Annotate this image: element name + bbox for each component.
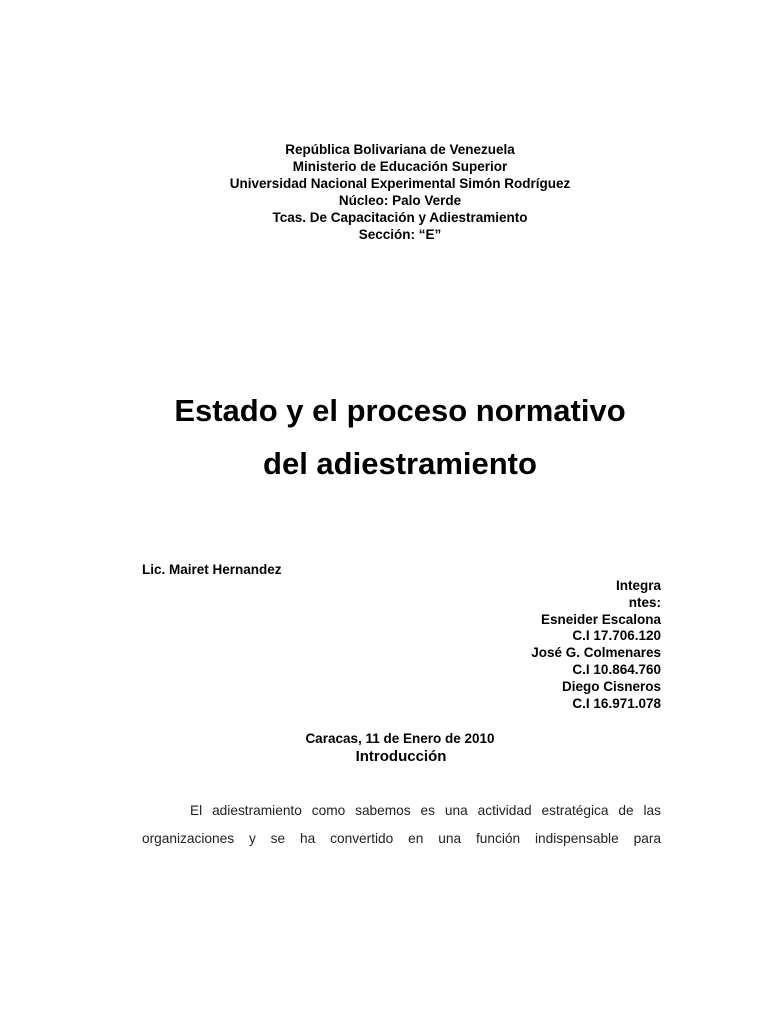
document-title: [0, 384, 768, 490]
members-label-part-1: Integra: [615, 578, 661, 593]
header-campus: Núcleo: Palo Verde: [338, 193, 462, 208]
members-block: [531, 578, 661, 712]
member-id: C.I 10.864.760: [572, 661, 661, 677]
paragraph-line-2: organizaciones y se ha convertido en una función indispensable para: [142, 831, 661, 846]
advisor-name: Lic. Mairet Hernandez: [142, 562, 282, 577]
member-id: C.I 16.971.078: [572, 695, 661, 711]
member-name: Diego Cisneros: [561, 678, 661, 694]
header-section: Sección: “E”: [358, 227, 442, 242]
header-program: Tcas. De Capacitación y Adiestramiento: [272, 210, 528, 225]
header-ministry: Ministerio de Educación Superior: [292, 159, 508, 174]
institution-header: [0, 141, 768, 243]
title-line-2: del adiestramiento: [263, 446, 537, 481]
member-name: Esneider Escalona: [540, 611, 661, 627]
header-university: Universidad Nacional Experimental Simón Rodríguez: [229, 176, 571, 191]
header-country: República Bolivariana de Venezuela: [285, 142, 515, 157]
introduction-heading: Introducción: [355, 748, 447, 765]
member-id: C.I 17.706.120: [572, 628, 661, 644]
introduction-paragraph: [142, 797, 661, 853]
place-and-date: Caracas, 11 de Enero de 2010: [305, 731, 495, 746]
title-line-1: Estado y el proceso normativo: [174, 393, 626, 428]
member-name: José G. Colmenares: [531, 645, 661, 661]
paragraph-line-1: El adiestramiento como sabemos es una actividad estratégica de las: [190, 803, 661, 818]
members-label-part-2: ntes:: [628, 594, 661, 610]
